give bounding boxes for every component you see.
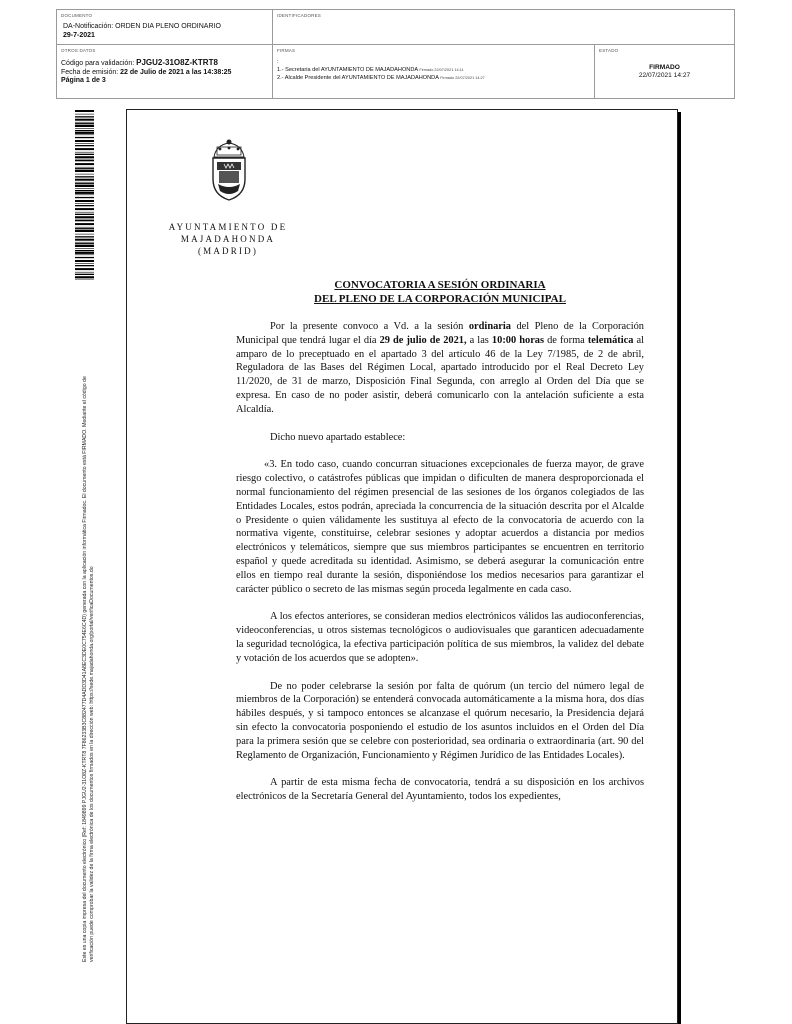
p1-bold-hour: 10:00 horas [491,334,545,346]
validacion-code: PJGU2-31O8Z-KTRT8 [136,58,218,67]
emision-prefix: Fecha de emisión: [61,68,119,76]
p1-bold-date: 29 de julio de 2021, [379,334,467,346]
estado-info [595,64,734,80]
side-text-line-2: verificación puede comprobar la validez de la firma electrónica de los documentos firmados en la dirección web: https://sede.majadahonda.org/portal/verificaDocumentos.do [88,566,95,962]
municipality-letterhead [150,221,306,257]
letterhead-line-3: (MADRID) [197,246,259,256]
identificadores-label: IDENTIFICADORES [277,13,322,18]
identificadores-cell [273,10,734,45]
firmas-list [277,58,485,82]
paragraph-convocatoria [236,320,644,417]
documento-title: DA-Notificación: ORDEN DIA PLENO ORDINARIO [63,23,221,30]
documento-date: 29-7-2021 [63,32,95,39]
letterhead-line-2: MAJADAHONDA [180,234,276,244]
firma-2: 2.- Alcalde Presidente del AYUNTAMIENTO DE MAJADAHONDA [277,75,439,81]
firmas-cell [273,45,595,98]
page-count: Página 1 de 3 [61,77,106,85]
estado-cell [595,45,734,98]
document-body [236,320,644,818]
firma-1: 1.- Secretaria del AYUNTAMIENTO DE MAJADAHONDA [277,67,418,73]
barcode-image [75,110,94,280]
firma-1-date: Firmado 22/07/2021 14:11 [419,68,464,72]
p1-text-a: Por la presente convoco a Vd. a la sesión [270,321,469,332]
p1-text-g: de forma [544,334,588,346]
estado-date: 22/07/2021 14:27 [638,72,691,79]
validacion-prefix: Código para validación: [61,60,135,67]
side-text-line-1: Este es una copia impresa del documento electrónico (Ref: 1849899 PJGU2-31O8Z-KTRT8 7F86233B3C882477D4ADD3D41A8EC3DE0C754E6C4D) generada con la aplicación informática Firmadoc. El documento está FIRMADO. Mediante el código de [82,376,88,962]
document-header-table [56,9,735,99]
coat-of-arms-icon [206,137,252,203]
paragraph-quote-2: A los efectos anteriores, se consideran medios electrónicos válidos las audioconferencias, videoconferencias, u otros sistemas tecnológicos o audiovisuales que garanticen adecuadamente la seguridad tecnológica, la efectiva participación política de sus miembros, la validez del debate y votación de los acuerdos que se adopten». [236,611,644,664]
p1-bold-ordinaria: ordinaria [468,321,511,332]
letterhead-line-1: AYUNTAMIENTO DE [168,222,288,232]
p1-text-i: al amparo de lo preceptuado en el apartado 3 del artículo 46 de la Ley 7/1985, de 2 de abril, Reguladora de las Bases del Régimen Local, apartado introducido por el Real Decreto Ley 11/2020, de 31 de marzo, Disposición Final Segunda, con arreglo al Orden del Día que se expresa. En caso de no poder asistir, deberá comunicarlo con la antelación suficiente a esta Alcaldía. [236,334,644,415]
documento-cell [57,10,273,45]
otros-datos-cell [57,45,273,98]
p1-bold-telematica: telemática [587,334,634,346]
title-line-1: CONVOCATORIA A SESIÓN ORDINARIA [334,279,546,291]
paragraph-expedientes: A partir de esta misma fecha de convocatoria, tendrá a su disposición en los archivos electrónicos de la Secretaría General del Ayuntamiento, todos los expedientes, [236,777,644,803]
estado-label: ESTADO [599,48,619,53]
documento-label: DOCUMENTO [61,13,93,18]
p1-text-e: a las [466,334,492,346]
firmas-label: FIRMAS [277,48,296,53]
document-title [250,278,630,306]
otros-datos [61,59,231,86]
estado-value: FIRMADO [649,64,680,71]
p1-text-c: del Pleno de la Corporación Municipal que tendrá lugar el día [236,321,644,346]
title-line-2: DEL PLENO DE LA CORPORACIÓN MUNICIPAL [314,293,566,305]
emision-date: 22 de Julio de 2021 a las 14:38:25 [120,68,232,76]
firmas-dot: : [277,59,279,65]
paragraph-apartado: Dicho nuevo apartado establece: [270,431,406,443]
documento-name [63,22,221,40]
firma-2-date: Firmado 22/07/2021 14:27 [440,76,485,80]
otros-datos-label: OTROS DATOS [61,48,96,53]
paragraph-quote-1: «3. En todo caso, cuando concurran situaciones excepcionales de fuerza mayor, de grave riesgo colectivo, o catástrofes públicas que impidan o dificulten de manera desproporcionada el normal funcionamiento del régimen presencial de las sesiones de los órganos colegiados de las Entidades Locales, estos podrán, apreciada la concurrencia de la situación descrita por el Alcalde o Presidente o quien válidamente les sustituya al efecto de la convocatoria de acuerdo con la normativa vigente, constituirse, celebrar sesiones y adoptar acuerdos a distancia por medios electrónicos y telemáticos, siempre que sus miembros participantes se encuentren en territorio español y quede acreditada su identidad. Asimismo, se deberá asegurar la comunicación entre ellos en tiempo real durante la sesión, disponiéndose los medios necesarios para garantizar el carácter público o secreto de las mismas según proceda legalmente en cada caso. [236,459,644,595]
paragraph-quorum: De no poder celebrarse la sesión por falta de quórum (un tercio del número legal de miembros de la Corporación) se entenderá convocada automáticamente a la misma hora, dos días hábiles después, y si tampoco entonces se alcanzase el quórum necesario, la Presidencia dejará sin efecto la convocatoria posponiendo el estudio de los asuntos incluidos en el Orden del Día para la primera sesión que se celebre con posterioridad, sea ordinaria o extraordinaria (art. 90 del Reglamento de Organización, Funcionamiento y Régimen Jurídico de las Entidades Locales). [236,680,644,761]
verification-side-text [82,376,96,962]
